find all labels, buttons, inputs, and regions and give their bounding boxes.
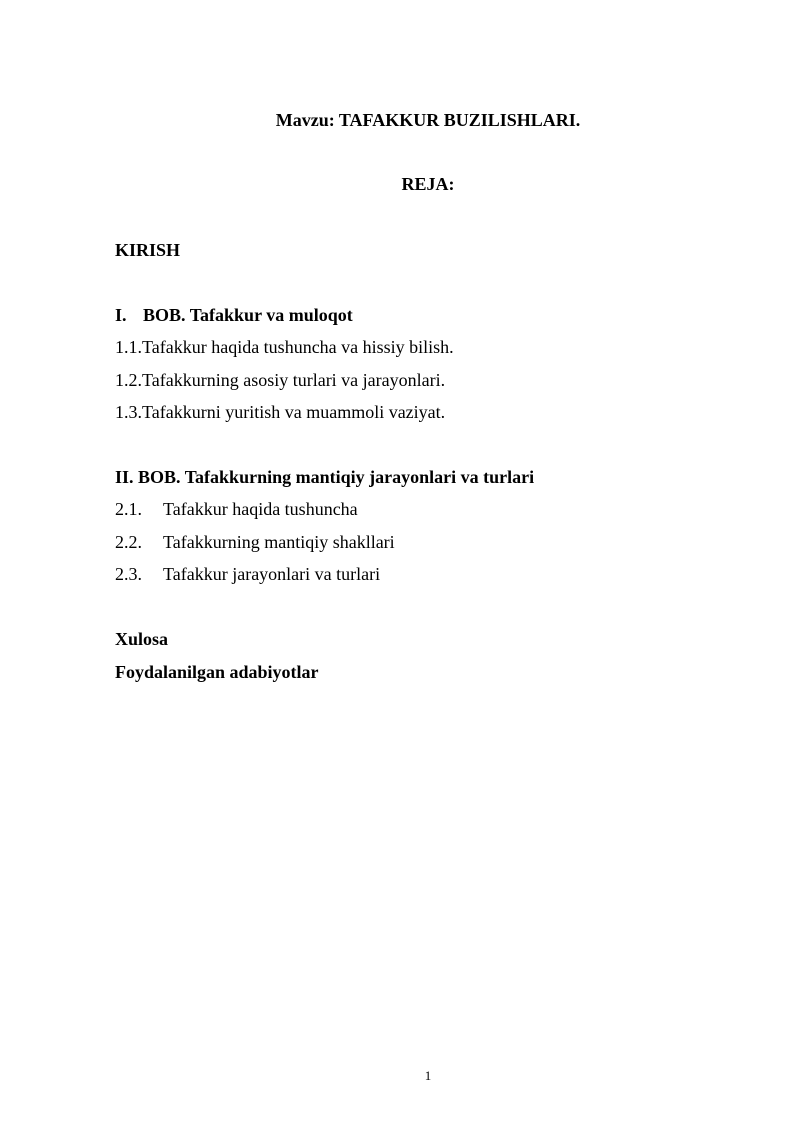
chapter2-item-2-text: Tafakkurning mantiqiy shakllari xyxy=(163,532,395,552)
chapter2-item-3-number: 2.3. xyxy=(115,564,142,584)
chapter2-heading: II. BOB. Tafakkurning mantiqiy jarayonlari va turlari xyxy=(115,467,535,487)
intro-heading: KIRISH xyxy=(115,240,181,260)
chapter2-item-1-number: 2.1. xyxy=(115,499,142,519)
conclusion-heading: Xulosa xyxy=(115,629,169,649)
chapter2-item-3-text: Tafakkur jarayonlari va turlari xyxy=(163,564,381,584)
chapter1-item-1: 1.1.Tafakkur haqida tushuncha va hissiy bilish. xyxy=(115,337,454,357)
page-title: Mavzu: TAFAKKUR BUZILISHLARI. xyxy=(275,110,581,130)
chapter1-title: BOB. Tafakkur va muloqot xyxy=(143,305,353,325)
page-number: 1 xyxy=(424,1068,432,1083)
chapter2-item-1 xyxy=(115,498,358,520)
chapter2-item-2-number: 2.2. xyxy=(115,532,142,552)
references-heading: Foydalanilgan adabiyotlar xyxy=(115,662,319,682)
chapter1-item-3: 1.3.Tafakkurni yuritish va muammoli vaziyat. xyxy=(115,402,446,422)
chapter1-number: I. xyxy=(115,305,127,325)
chapter1-heading xyxy=(115,304,353,326)
plan-heading: REJA: xyxy=(401,174,455,194)
chapter1-item-2: 1.2.Tafakkurning asosiy turlari va jarayonlari. xyxy=(115,370,446,390)
chapter2-item-3 xyxy=(115,563,380,585)
chapter2-item-2 xyxy=(115,531,395,553)
chapter2-item-1-text: Tafakkur haqida tushuncha xyxy=(163,499,358,519)
